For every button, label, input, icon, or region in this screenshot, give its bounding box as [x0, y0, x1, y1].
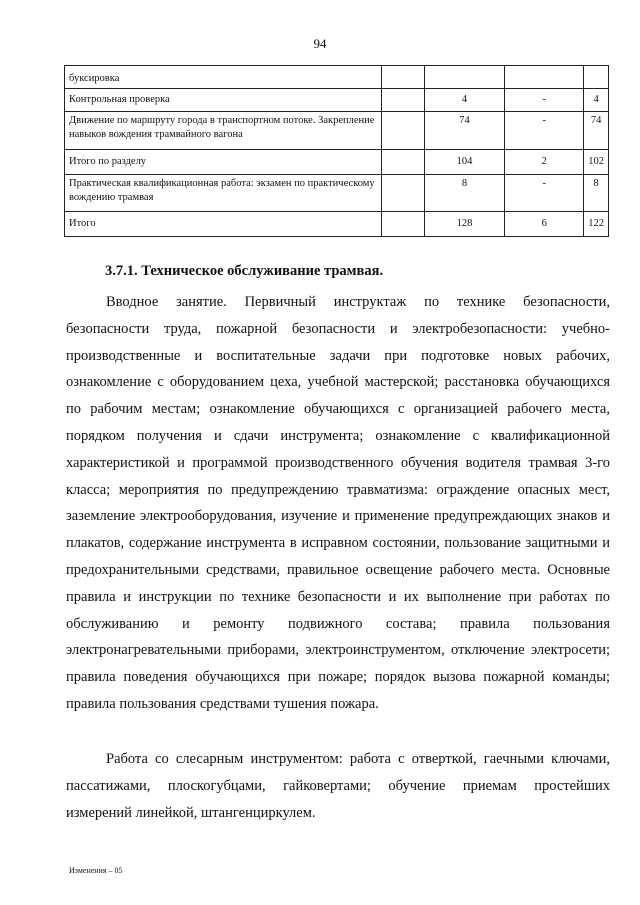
- table-cell-topic: Итого по разделу: [65, 150, 382, 175]
- table-cell-hours: 8: [424, 175, 505, 212]
- table-row: [65, 175, 609, 212]
- paragraph: Вводное занятие. Первичный инструктаж по технике безопасности, безопасности труда, пожарной безопасности и электробезопасности: учебно-производственные и воспитательные задачи при подготовке новых рабочих, ознакомление с оборудованием цеха, учебной мастерской; расстановка обучающихся по рабочим местам; ознакомление обучающихся с организацией рабочего места, порядком получения и сдачи инструмента; ознакомление с квалификационной характеристикой и программой производственного обучения водителя трамвая 3-го класса; мероприятия по предупреждению травматизма: ограждение опасных мест, заземление электрооборудования, изучение и применение предупреждающих знаков и плакатов, содержание инструмента в исправном состоянии, пользование защитными и предохранительными средствами, правильное освещение рабочего места. Основные правила и инструкции по технике безопасности и их выполнение при работах по обслуживанию и ремонту подвижного состава; правила пользования электронагревательными приборами, электроинструментом, отключение электросети; правила поведения обучающихся при пожаре; порядок вызова пожарной команды; правила пользования средствами тушения пожара.: [66, 294, 610, 712]
- revision-note: Изменения – 05: [69, 866, 123, 875]
- table-row: [65, 150, 609, 175]
- table-cell-theory: -: [505, 112, 584, 150]
- page-number: 94: [313, 36, 327, 51]
- table-cell-theory: -: [505, 89, 584, 112]
- table-cell-empty: [381, 212, 424, 237]
- table-cell-topic: Движение по маршруту города в транспортном потоке. Закрепление навыков вождения трамвайного вагона: [65, 112, 382, 150]
- table-cell-theory: -: [505, 175, 584, 212]
- table-cell-empty: [381, 112, 424, 150]
- table-cell-theory: 6: [505, 212, 584, 237]
- table-row: [65, 212, 609, 237]
- table-cell-topic: Контрольная проверка: [65, 89, 382, 112]
- table-cell-empty: [381, 89, 424, 112]
- table-cell-topic: буксировка: [65, 66, 382, 89]
- table-cell-practice: 4: [584, 89, 609, 112]
- table-row: [65, 66, 609, 89]
- table-cell-empty: [381, 66, 424, 89]
- table-cell-practice: 122: [584, 212, 609, 237]
- table-cell-hours: 128: [424, 212, 505, 237]
- table-cell-empty: [381, 175, 424, 212]
- table-cell-hours: 74: [424, 112, 505, 150]
- table-cell-hours: [424, 66, 505, 89]
- table-cell-empty: [381, 150, 424, 175]
- table-cell-topic: Практическая квалификационная работа: экзамен по практическому вождению трамвая: [65, 175, 382, 212]
- table-cell-practice: 102: [584, 150, 609, 175]
- table-cell-hours: 104: [424, 150, 505, 175]
- paragraph: Работа со слесарным инструментом: работа с отверткой, гаечными ключами, пассатижами, плоскогубцами, гайковертами; обучение приемам простейших измерений линейкой, штангенциркулем.: [66, 751, 610, 821]
- training-plan-table: [64, 65, 609, 237]
- table-cell-practice: 8: [584, 175, 609, 212]
- table-cell-topic: Итого: [65, 212, 382, 237]
- table-cell-theory: [505, 66, 584, 89]
- table-row: [65, 112, 609, 150]
- section-heading: 3.7.1. Техническое обслуживание трамвая.: [105, 263, 384, 279]
- table-cell-theory: 2: [505, 150, 584, 175]
- table-cell-practice: [584, 66, 609, 89]
- table-cell-practice: 74: [584, 112, 609, 150]
- table-row: [65, 89, 609, 112]
- table-cell-hours: 4: [424, 89, 505, 112]
